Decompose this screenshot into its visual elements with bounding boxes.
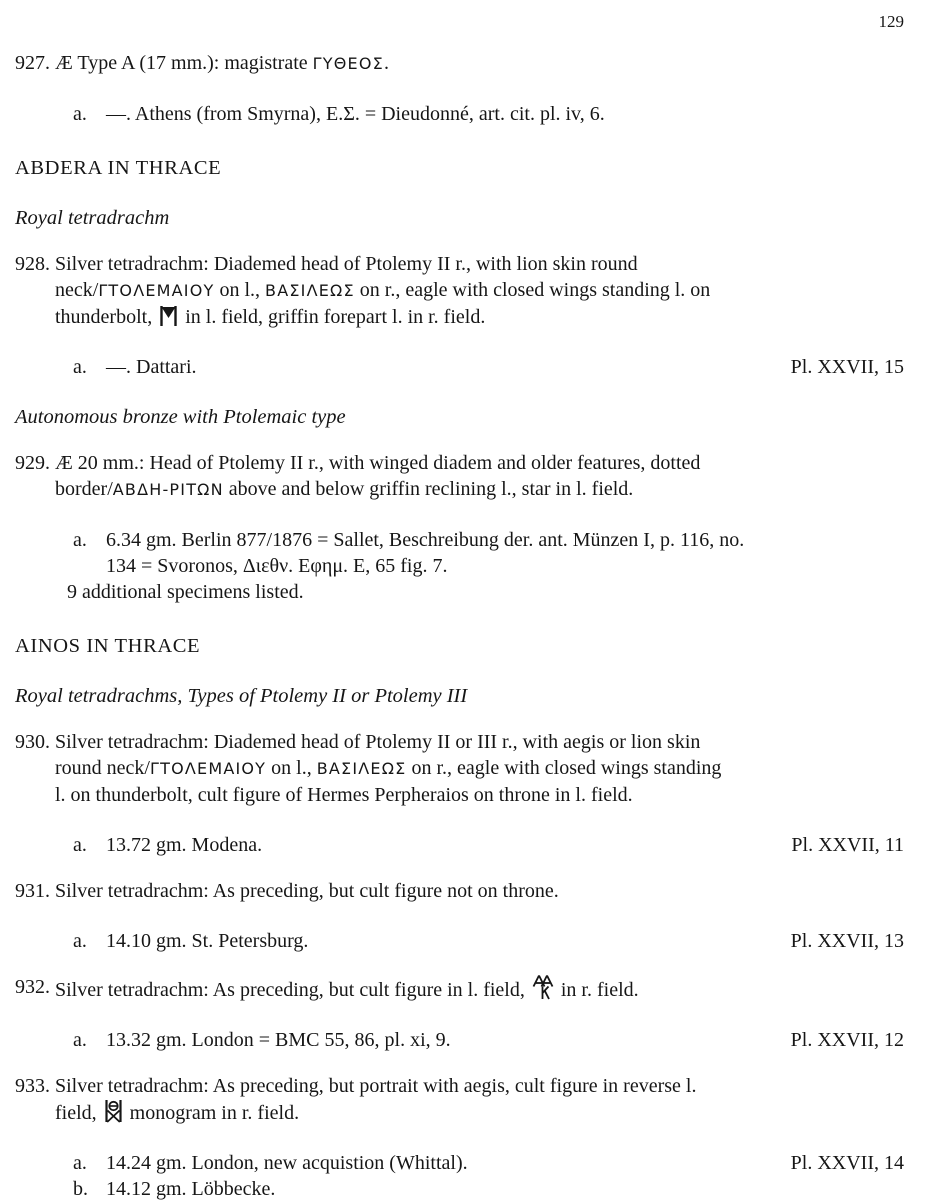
h-theta-x-monogram-icon xyxy=(104,1099,123,1123)
text-run: 13.72 gm. Modena. xyxy=(106,834,263,856)
text-run: on l., xyxy=(266,757,317,779)
entry-number: 929. xyxy=(15,452,50,474)
entry-929 xyxy=(15,450,904,605)
entry-description xyxy=(55,251,887,330)
specimen-list xyxy=(55,928,904,954)
text-run: field, xyxy=(55,1102,102,1124)
text-run: —. Athens (from Smyrna), Ε.Σ. = Dieudonné, art. cit. pl. iv, 6. xyxy=(106,103,605,125)
entry-number: 928. xyxy=(15,253,50,275)
text-run: round neck/ xyxy=(55,757,150,779)
specimen-list xyxy=(55,832,904,858)
specimen-row xyxy=(55,832,904,858)
specimen-row xyxy=(55,101,904,127)
specimen-label: a. xyxy=(73,1152,87,1174)
specimen-label: a. xyxy=(73,356,87,378)
subsection-heading: Autonomous bronze with Ptolemaic type xyxy=(15,406,346,428)
specimen-list xyxy=(55,527,904,605)
specimen-label: a. xyxy=(73,834,87,856)
text-run: l. on thunderbolt, cult figure of Hermes Perpheraios on throne in l. field. xyxy=(55,784,633,806)
specimen-text xyxy=(106,527,904,579)
specimen-row xyxy=(55,1150,904,1176)
text-run: Silver tetradrachm: Diademed head of Ptolemy II r., with lion skin round xyxy=(55,253,638,275)
text-run: —. Dattari. xyxy=(106,356,197,378)
entry-927 xyxy=(15,50,904,127)
entry-number: 930. xyxy=(15,731,50,753)
entry-description xyxy=(55,450,887,503)
text-run: neck/ xyxy=(55,279,99,301)
double-alpha-kappa-monogram-icon xyxy=(532,974,554,1000)
text-run: thunderbolt, xyxy=(55,306,158,328)
entry-933 xyxy=(15,1073,904,1200)
specimen-row xyxy=(55,354,904,380)
catalog-entries xyxy=(15,50,904,1200)
greek-legend: ΓΤΟΛΕΜΑΙΟΥ xyxy=(98,281,215,300)
entry-number: 931. xyxy=(15,880,50,902)
entry-description xyxy=(55,729,887,808)
text-run: Æ 20 mm.: Head of Ptolemy II r., with winged diadem and older features, dotted xyxy=(55,452,701,474)
text-run: 14.10 gm. St. Petersburg. xyxy=(106,930,309,952)
specimen-text xyxy=(106,1150,791,1176)
specimen-list xyxy=(55,1150,904,1200)
entry-number: 927. xyxy=(15,52,50,74)
text-run: 13.32 gm. London = BMC 55, 86, pl. xi, 9. xyxy=(106,1029,451,1051)
entry-930 xyxy=(15,729,904,858)
additional-specimens-note: 9 additional specimens listed. xyxy=(67,581,304,603)
specimen-row xyxy=(55,928,904,954)
greek-legend: ΑΒΔΗ-ΡΙΤΩΝ xyxy=(112,480,224,499)
section-heading: ABDERA IN THRACE xyxy=(15,157,222,179)
entry-number: 932. xyxy=(15,976,50,998)
text-run: Silver tetradrachm: Diademed head of Ptolemy II or III r., with aegis or lion skin xyxy=(55,731,701,753)
text-run: Silver tetradrachm: As preceding, but portrait with aegis, cult figure in reverse l. xyxy=(55,1075,697,1097)
specimen-row xyxy=(55,1027,904,1053)
specimen-text xyxy=(106,1027,791,1053)
entry-932 xyxy=(15,974,904,1053)
entry-931 xyxy=(15,878,904,954)
text-run: in l. field, griffin forepart l. in r. field. xyxy=(180,306,486,328)
text-run: 14.12 gm. Löbbecke. xyxy=(106,1178,276,1200)
specimen-text xyxy=(106,354,791,380)
specimen-label: a. xyxy=(73,930,87,952)
text-run: on r., eagle with closed wings standing l. on xyxy=(354,279,711,301)
text-run: on l., xyxy=(214,279,266,301)
specimen-text xyxy=(106,928,791,954)
entry-description xyxy=(55,878,887,904)
text-run: Silver tetradrachm: As preceding, but cult figure in l. field, xyxy=(55,979,530,1001)
text-run: . xyxy=(383,52,389,74)
text-run: 14.24 gm. London, new acquistion (Whittal). xyxy=(106,1152,468,1174)
entry-number: 933. xyxy=(15,1075,50,1097)
text-run: Silver tetradrachm: As preceding, but cult figure not on throne. xyxy=(55,880,559,902)
specimen-list xyxy=(55,354,904,380)
text-run: on r., eagle with closed wings standing xyxy=(406,757,722,779)
specimen-text xyxy=(106,101,904,127)
specimen-text xyxy=(106,832,791,858)
text-run: 134 = Svoronos, Διεθν. Εφημ. Ε, 65 fig. 7. xyxy=(106,555,448,577)
section-heading: AINOS IN THRACE xyxy=(15,635,201,657)
plate-reference: Pl. XXVII, 13 xyxy=(790,930,904,952)
plate-reference: Pl. XXVII, 12 xyxy=(790,1029,904,1051)
h-filled-triangle-monogram-icon xyxy=(159,305,178,327)
text-run: above and below griffin reclining l., star in l. field. xyxy=(223,478,634,500)
subsection-heading: Royal tetradrachms, Types of Ptolemy II or Ptolemy III xyxy=(15,685,468,707)
text-run: in r. field. xyxy=(555,979,639,1001)
plate-reference: Pl. XXVII, 15 xyxy=(790,356,904,378)
entry-description xyxy=(55,1073,887,1126)
entry-description xyxy=(55,50,887,77)
specimen-label: b. xyxy=(73,1178,88,1200)
specimen-list xyxy=(55,1027,904,1053)
specimen-label: a. xyxy=(73,103,87,125)
greek-legend: ΓΥΘΕΟΣ xyxy=(312,54,384,73)
text-run: Æ Type A (17 mm.): magistrate xyxy=(55,52,313,74)
greek-legend: ΓΤΟΛΕΜΑΙΟΥ xyxy=(149,759,267,778)
specimen-label: a. xyxy=(73,529,87,551)
text-run: 6.34 gm. Berlin 877/1876 = Sallet, Beschreibung der. ant. Münzen I, p. 116, no. xyxy=(106,529,745,551)
specimen-text xyxy=(106,1176,904,1200)
entry-928 xyxy=(15,251,904,380)
text-run: monogram in r. field. xyxy=(124,1102,300,1124)
greek-legend: ΒΑΣΙΛΕΩΣ xyxy=(265,281,355,300)
specimen-row xyxy=(55,527,904,579)
plate-reference: Pl. XXVII, 11 xyxy=(791,834,904,856)
plate-reference: Pl. XXVII, 14 xyxy=(790,1152,904,1174)
specimen-row xyxy=(55,1176,904,1200)
specimen-list xyxy=(55,101,904,127)
specimen-label: a. xyxy=(73,1029,87,1051)
entry-description xyxy=(55,974,887,1003)
greek-legend: ΒΑΣΙΛΕΩΣ xyxy=(316,759,407,778)
subsection-heading: Royal tetradrachm xyxy=(15,207,170,229)
text-run: border/ xyxy=(55,478,113,500)
page-number: 129 xyxy=(878,12,904,31)
